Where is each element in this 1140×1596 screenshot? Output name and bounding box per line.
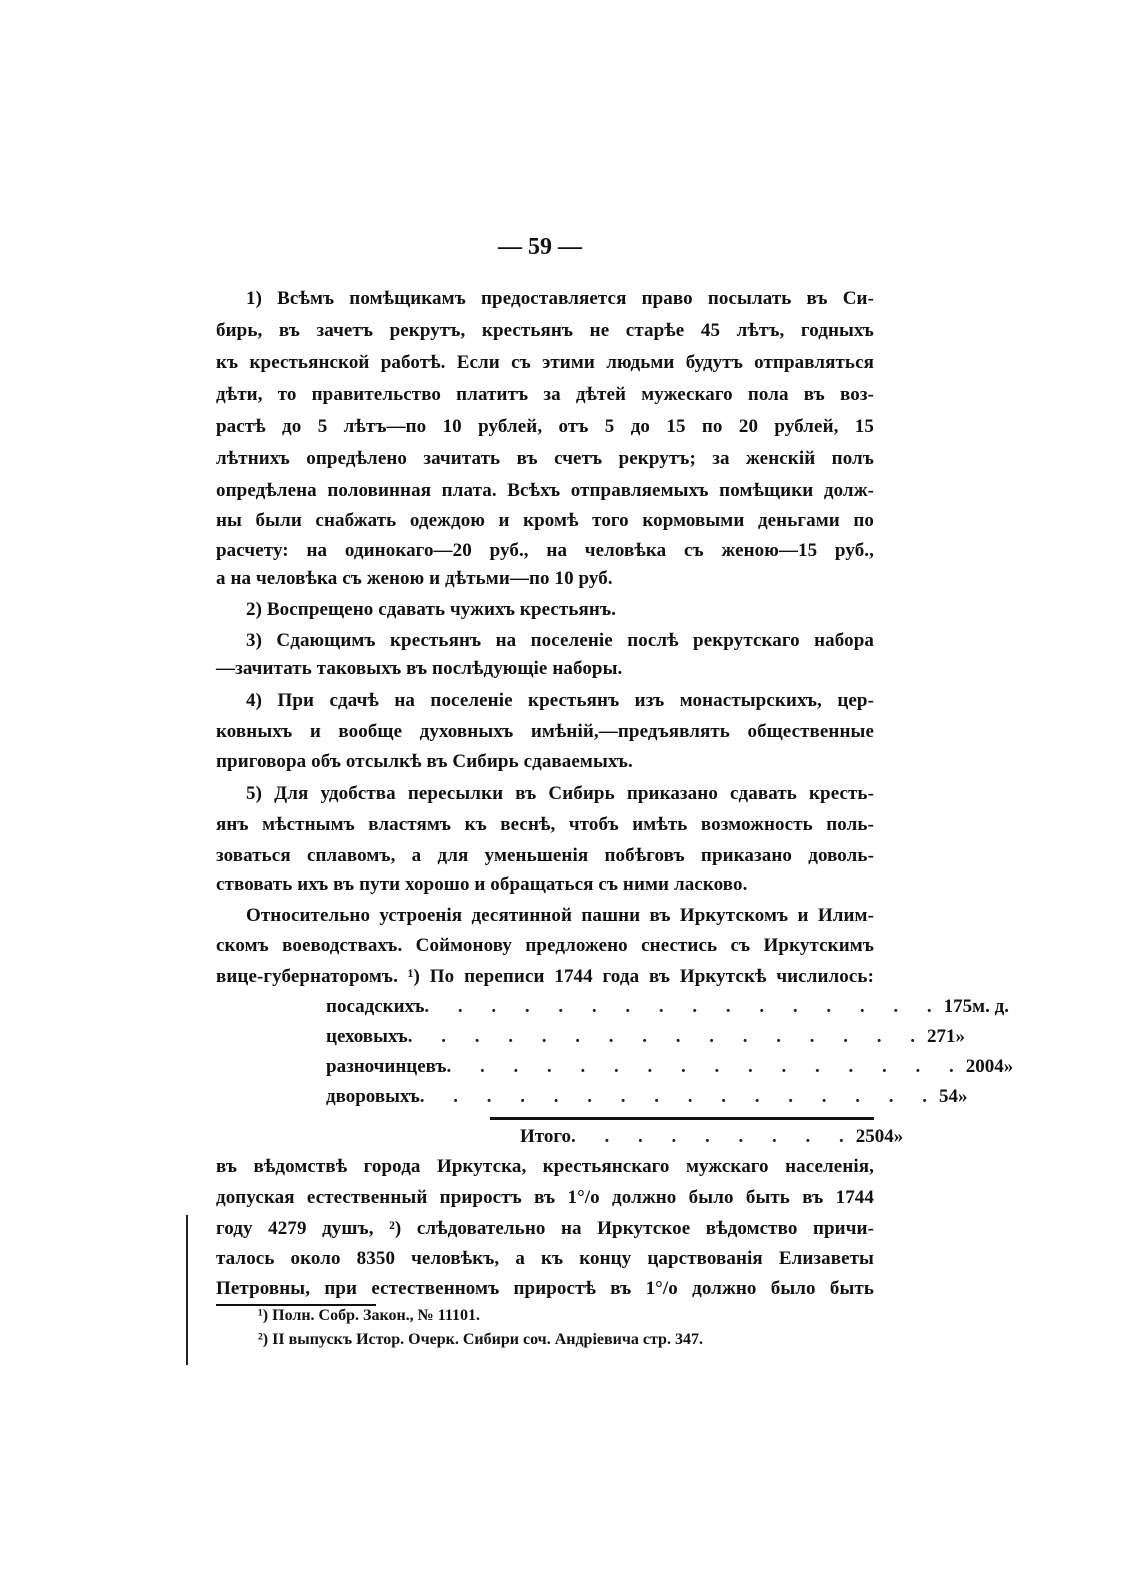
leader-dots: . . . . . . . . . (571, 1126, 856, 1147)
leader-dots: . . . . . . . . . . . . . . . . (419, 1086, 940, 1107)
text-line: скомъ воеводствахъ. Соймонову предложено снестись съ Иркутскимъ (216, 935, 874, 956)
row-unit: м. д. (972, 996, 1009, 1017)
text-line: —зачитать таковыхъ въ послѣдующіе наборы. (216, 658, 623, 679)
table-row (326, 996, 1009, 1018)
text-line: а на человѣка съ женою и дѣтьми—по 10 руб. (216, 568, 613, 589)
row-unit: » (1003, 1056, 1014, 1077)
row-unit: » (955, 1026, 966, 1047)
text-line: талось около 8350 человѣкъ, а къ концу царствованія Елизаветы (216, 1248, 874, 1269)
text-line: Петровны, при естественномъ приростѣ въ 1°/о должно было быть (216, 1278, 874, 1299)
row-value: 271 (927, 1026, 956, 1047)
row-label: дворовыхъ (326, 1086, 420, 1107)
text-line: расчету: на одинокаго—20 руб., на человѣка съ женою—15 руб., (216, 540, 874, 561)
text-line: Относительно устроенія десятинной пашни въ Иркутскомъ и Илим- (246, 905, 874, 926)
total-label: Итого (520, 1126, 572, 1147)
row-value: 2004 (965, 1056, 1004, 1077)
sum-rule (490, 1117, 874, 1120)
row-label: посадскихъ (326, 996, 425, 1017)
row-value: 54 (939, 1086, 959, 1107)
text-line: къ крестьянской работѣ. Если съ этими людьми будутъ отправляться (216, 352, 874, 373)
table-row (326, 1026, 966, 1048)
margin-mark (186, 1215, 188, 1365)
text-line: 1) Всѣмъ помѣщикамъ предоставляется право посылать въ Си- (246, 288, 874, 309)
leader-dots: . . . . . . . . . . . . . . . . (424, 996, 944, 1017)
row-value: 175 (943, 996, 973, 1017)
text-line: 4) При сдачѣ на поселеніе крестьянъ изъ монастырскихъ, цер- (246, 690, 874, 711)
row-label: цеховыхъ (326, 1026, 408, 1047)
leader-dots: . . . . . . . . . . . . . . . . (446, 1056, 966, 1077)
leader-dots: . . . . . . . . . . . . . . . . (407, 1026, 928, 1047)
text-line: ковныхъ и вообще духовныхъ имѣній,—предъявлять общественные (216, 721, 874, 742)
text-line: приговора объ отсылкѣ въ Сибирь сдаваемыхъ. (216, 751, 633, 772)
total-unit: » (893, 1126, 904, 1147)
footnote-rule (216, 1304, 376, 1306)
text-line: опредѣлена половинная плата. Всѣхъ отправляемыхъ помѣщики долж- (216, 480, 874, 501)
row-label: разночинцевъ (326, 1056, 447, 1077)
row-unit: » (958, 1086, 968, 1107)
text-line: 3) Сдающимъ крестьянъ на поселеніе послѣ рекрутскаго набора (246, 630, 874, 651)
text-line: вице-губернаторомъ. ¹) По переписи 1744 года въ Иркутскѣ числилось: (216, 966, 874, 987)
text-line: 2) Воспрещено сдавать чужихъ крестьянъ. (246, 599, 616, 620)
text-line: янъ мѣстнымъ властямъ къ веснѣ, чтобъ имѣть возможность поль- (216, 814, 874, 835)
text-line: году 4279 душъ, ²) слѣдовательно на Иркутское вѣдомство причи- (216, 1218, 874, 1239)
text-line: 5) Для удобства пересылки въ Сибирь приказано сдавать кресть- (246, 783, 874, 804)
text-line: ны были снабжать одеждою и кромѣ того кормовыми деньгами по (216, 510, 874, 531)
text-line: ствовать ихъ въ пути хорошо и обращаться съ ними ласково. (216, 874, 748, 895)
page-number: — 59 — (498, 234, 582, 260)
text-line: въ вѣдомствѣ города Иркутска, крестьянскаго мужскаго населенія, (216, 1156, 874, 1177)
total-value: 2504 (855, 1126, 894, 1147)
text-line: допуская естественный приростъ въ 1°/о должно было быть въ 1744 (216, 1187, 874, 1208)
text-line: лѣтнихъ опредѣлено зачитать въ счетъ рекрутъ; за женскій полъ (216, 448, 874, 469)
footnote: ¹) Полн. Собр. Закон., № 11101. (258, 1307, 480, 1324)
table-row (326, 1056, 1014, 1078)
text-line: зоваться сплавомъ, а для уменьшенія побѣговъ приказано доволь- (216, 845, 874, 866)
footnote: ²) II выпускъ Истор. Очерк. Сибири соч. Андріевича стр. 347. (258, 1331, 703, 1348)
text-line: растѣ до 5 лѣтъ—по 10 рублей, отъ 5 до 15 по 20 рублей, 15 (216, 416, 874, 437)
text-line: дѣти, то правительство платитъ за дѣтей мужескаго пола въ воз- (216, 384, 874, 405)
table-total-row (520, 1126, 904, 1148)
text-line: бирь, въ зачетъ рекрутъ, крестьянъ не старѣе 45 лѣтъ, годныхъ (216, 320, 874, 341)
table-row (326, 1086, 968, 1108)
